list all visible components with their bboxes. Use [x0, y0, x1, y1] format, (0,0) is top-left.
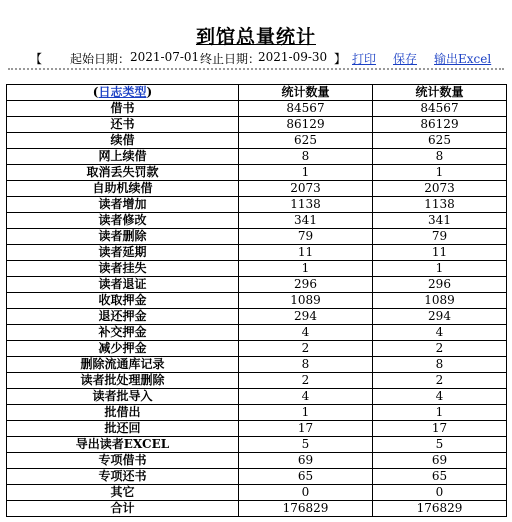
- end-date-value: 2021-09-30: [258, 50, 328, 64]
- row-count-2: 4: [373, 389, 507, 405]
- row-count-1: 176829: [239, 501, 373, 517]
- row-count-2: 1138: [373, 197, 507, 213]
- row-name: 合计: [7, 501, 239, 517]
- table-row: [7, 133, 507, 149]
- divider: [8, 68, 504, 70]
- column-header-count-2: 统计数量: [373, 85, 507, 101]
- row-name: 专项借书: [7, 453, 239, 469]
- row-count-1: 2: [239, 341, 373, 357]
- row-count-2: 11: [373, 245, 507, 261]
- row-name: 删除流通库记录: [7, 357, 239, 373]
- row-count-2: 65: [373, 469, 507, 485]
- row-count-1: 5: [239, 437, 373, 453]
- row-count-2: 69: [373, 453, 507, 469]
- table-row: [7, 197, 507, 213]
- start-date-label: 起始日期：: [70, 52, 131, 66]
- log-type-link[interactable]: 日志类型: [98, 85, 147, 99]
- row-count-1: 4: [239, 325, 373, 341]
- table-row: [7, 229, 507, 245]
- table-row: [7, 373, 507, 389]
- row-name: 读者挂失: [7, 261, 239, 277]
- row-name: 读者退证: [7, 277, 239, 293]
- row-name: 批还回: [7, 421, 239, 437]
- row-count-1: 4: [239, 389, 373, 405]
- row-count-1: 2073: [239, 181, 373, 197]
- row-name: 借书: [7, 101, 239, 117]
- table-row: [7, 421, 507, 437]
- row-name: 读者延期: [7, 245, 239, 261]
- row-count-1: 1: [239, 405, 373, 421]
- row-count-1: 294: [239, 309, 373, 325]
- row-count-2: 8: [373, 357, 507, 373]
- row-name: 导出读者EXCEL: [7, 437, 239, 453]
- row-count-2: 4: [373, 325, 507, 341]
- column-header-count-1: 统计数量: [239, 85, 373, 101]
- row-count-2: 8: [373, 149, 507, 165]
- table-row: [7, 325, 507, 341]
- row-count-2: 296: [373, 277, 507, 293]
- row-count-2: 79: [373, 229, 507, 245]
- row-count-2: 294: [373, 309, 507, 325]
- table-row: [7, 469, 507, 485]
- row-count-1: 1089: [239, 293, 373, 309]
- row-count-2: 84567: [373, 101, 507, 117]
- row-name: 取消丢失罚款: [7, 165, 239, 181]
- row-count-2: 625: [373, 133, 507, 149]
- row-count-1: 1138: [239, 197, 373, 213]
- row-name: 自助机续借: [7, 181, 239, 197]
- table-row: [7, 117, 507, 133]
- row-count-1: 79: [239, 229, 373, 245]
- column-header-type: (日志类型): [7, 85, 239, 101]
- row-count-2: 1089: [373, 293, 507, 309]
- table-row: [7, 501, 507, 517]
- row-count-1: 2: [239, 373, 373, 389]
- export-excel-link[interactable]: 输出Excel: [434, 52, 492, 66]
- row-name: 补交押金: [7, 325, 239, 341]
- row-count-1: 11: [239, 245, 373, 261]
- table-row: [7, 341, 507, 357]
- table-row: [7, 357, 507, 373]
- row-count-1: 341: [239, 213, 373, 229]
- table-row: [7, 293, 507, 309]
- row-count-1: 8: [239, 357, 373, 373]
- row-count-1: 1: [239, 165, 373, 181]
- row-name: 其它: [7, 485, 239, 501]
- statistics-table: [6, 84, 507, 517]
- table-row: [7, 261, 507, 277]
- table-row: [7, 149, 507, 165]
- print-link[interactable]: 打印: [352, 52, 377, 66]
- table-body: [7, 101, 507, 517]
- bracket-left: 【: [30, 52, 43, 66]
- row-count-2: 1: [373, 261, 507, 277]
- row-count-1: 69: [239, 453, 373, 469]
- row-name: 读者删除: [7, 229, 239, 245]
- row-name: 读者增加: [7, 197, 239, 213]
- row-name: 读者批导入: [7, 389, 239, 405]
- table-row: [7, 389, 507, 405]
- row-name: 还书: [7, 117, 239, 133]
- row-count-1: 17: [239, 421, 373, 437]
- row-count-1: 625: [239, 133, 373, 149]
- save-link[interactable]: 保存: [393, 52, 418, 66]
- row-name: 续借: [7, 133, 239, 149]
- table-row: [7, 485, 507, 501]
- row-name: 读者修改: [7, 213, 239, 229]
- table-row: [7, 181, 507, 197]
- row-name: 批借出: [7, 405, 239, 421]
- row-count-2: 86129: [373, 117, 507, 133]
- row-count-2: 17: [373, 421, 507, 437]
- table-row: [7, 101, 507, 117]
- table-row: [7, 453, 507, 469]
- row-count-2: 1: [373, 405, 507, 421]
- row-count-1: 0: [239, 485, 373, 501]
- row-name: 专项还书: [7, 469, 239, 485]
- row-count-2: 5: [373, 437, 507, 453]
- table-row: [7, 277, 507, 293]
- table-row: [7, 437, 507, 453]
- table-header-row: [7, 85, 507, 101]
- row-count-1: 65: [239, 469, 373, 485]
- row-count-2: 2: [373, 341, 507, 357]
- row-name: 退还押金: [7, 309, 239, 325]
- table-row: [7, 165, 507, 181]
- end-date-label: 终止日期：: [200, 52, 261, 66]
- row-count-2: 341: [373, 213, 507, 229]
- page-title: 到馆总量统计: [195, 26, 316, 48]
- table-row: [7, 213, 507, 229]
- row-name: 减少押金: [7, 341, 239, 357]
- row-count-1: 296: [239, 277, 373, 293]
- row-count-2: 2073: [373, 181, 507, 197]
- row-count-2: 176829: [373, 501, 507, 517]
- table-row: [7, 405, 507, 421]
- row-count-1: 1: [239, 261, 373, 277]
- table-row: [7, 309, 507, 325]
- bracket-right: 】: [334, 52, 347, 66]
- row-count-1: 8: [239, 149, 373, 165]
- row-name: 网上续借: [7, 149, 239, 165]
- date-filter-bar: [0, 48, 512, 66]
- table-row: [7, 245, 507, 261]
- row-count-2: 2: [373, 373, 507, 389]
- row-count-1: 84567: [239, 101, 373, 117]
- row-name: 收取押金: [7, 293, 239, 309]
- row-name: 读者批处理删除: [7, 373, 239, 389]
- row-count-1: 86129: [239, 117, 373, 133]
- row-count-2: 0: [373, 485, 507, 501]
- start-date-value: 2021-07-01: [130, 50, 200, 64]
- row-count-2: 1: [373, 165, 507, 181]
